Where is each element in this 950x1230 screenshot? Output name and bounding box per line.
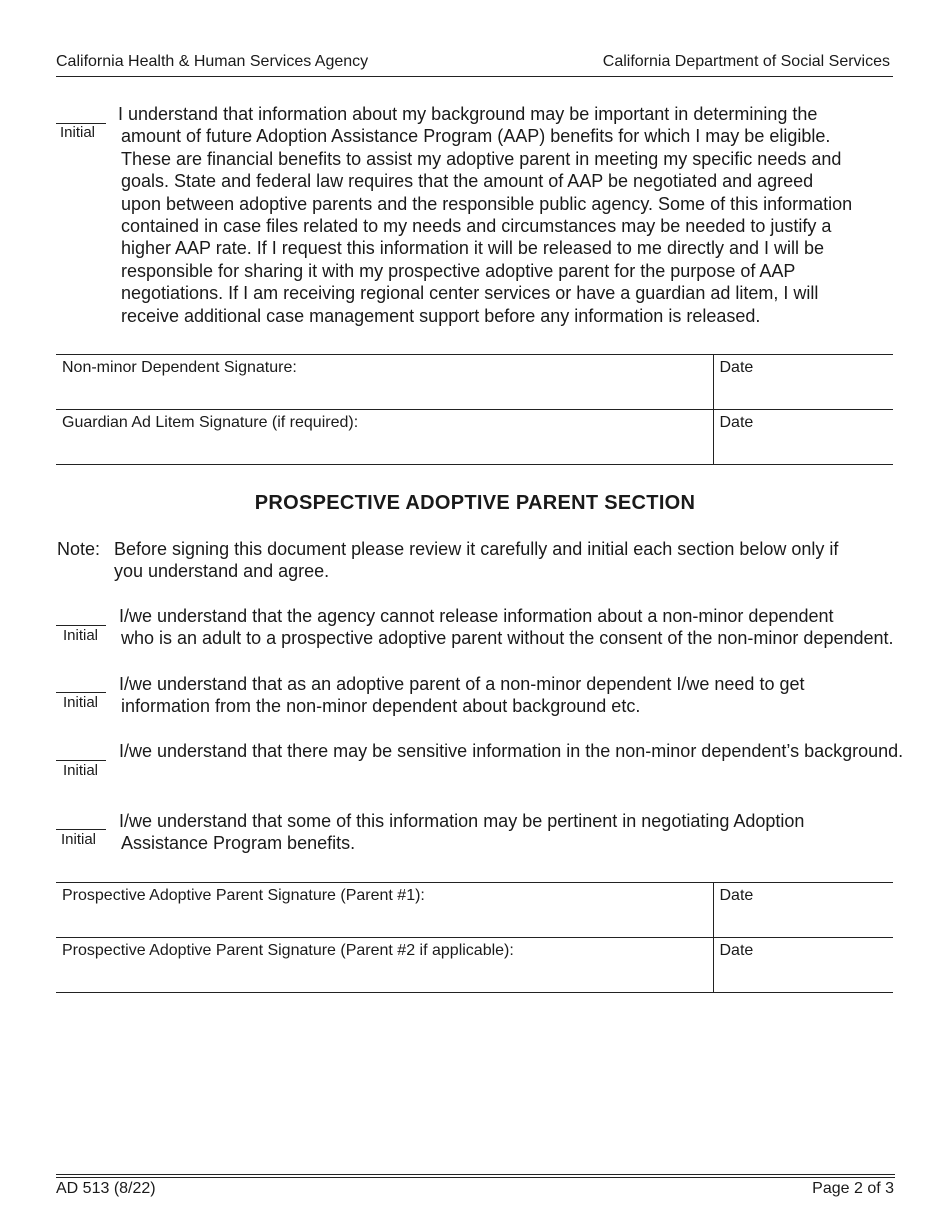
signature-row bbox=[56, 938, 893, 993]
paragraph-line: negotiations. If I am receiving regional center services or have a guardian ad litem, I will bbox=[121, 283, 819, 304]
note-line: Before signing this document please review it carefully and initial each section below only if bbox=[114, 539, 839, 559]
paragraph-line: receive additional case management support before any information is released. bbox=[121, 305, 761, 326]
acknowledgement-item bbox=[119, 605, 894, 650]
aap-paragraph bbox=[118, 103, 852, 327]
paragraph-line: higher AAP rate. If I request this information it will be released to me directly and I will be bbox=[121, 238, 825, 259]
section-title: PROSPECTIVE ADOPTIVE PARENT SECTION bbox=[254, 492, 696, 514]
note-line: you understand and agree. bbox=[114, 561, 330, 582]
paragraph-line: I understand that information about my background may be important in determining the bbox=[118, 104, 818, 124]
initial-blank-sensitive[interactable] bbox=[56, 760, 106, 761]
item-line: information from the non-minor dependent about background etc. bbox=[121, 696, 641, 717]
parent2-signature-field[interactable]: Prospective Adoptive Parent Signature (Parent #2 if applicable): bbox=[56, 938, 713, 993]
agency-name: California Health & Human Services Agency bbox=[56, 53, 369, 70]
initial-blank-background[interactable] bbox=[56, 692, 106, 693]
item-line: who is an adult to a prospective adoptive parent without the consent of the non-minor dependent. bbox=[121, 628, 894, 649]
footer-divider bbox=[56, 1174, 895, 1175]
parent2-date-field[interactable]: Date bbox=[713, 938, 893, 993]
initial-blank-aap-benefits[interactable] bbox=[56, 829, 106, 830]
paragraph-line: responsible for sharing it with my prospective adoptive parent for the purpose of AAP bbox=[121, 260, 796, 281]
item-line: I/we understand that there may be sensitive information in the non-minor dependent’s background. bbox=[119, 741, 904, 761]
guardian-signature-field[interactable]: Guardian Ad Litem Signature (if required): bbox=[56, 410, 713, 465]
footer-divider bbox=[56, 1177, 895, 1178]
acknowledgement-item bbox=[119, 673, 804, 718]
item-line: Assistance Program benefits. bbox=[121, 833, 356, 854]
signature-row bbox=[56, 883, 893, 938]
initial-label: Initial bbox=[63, 762, 99, 779]
note-label: Note: bbox=[57, 539, 101, 559]
form-id: AD 513 (8/22) bbox=[56, 1180, 156, 1197]
item-line: I/we understand that some of this information may be pertinent in negotiating Adoption bbox=[119, 811, 805, 831]
department-name: California Department of Social Services bbox=[602, 53, 890, 70]
item-line: I/we understand that as an adoptive parent of a non-minor dependent I/we need to get bbox=[119, 674, 805, 694]
paragraph-line: contained in case files related to my needs and circumstances may be needed to justify a bbox=[121, 216, 832, 237]
initial-blank-consent[interactable] bbox=[56, 625, 106, 626]
initial-label: Initial bbox=[61, 831, 97, 848]
acknowledgement-item bbox=[119, 740, 903, 762]
nmd-signature-table bbox=[56, 354, 893, 465]
parent1-date-field[interactable]: Date bbox=[713, 883, 893, 938]
paragraph-line: amount of future Adoption Assistance Program (AAP) benefits for which I may be eligible. bbox=[121, 126, 831, 147]
parent1-signature-field[interactable]: Prospective Adoptive Parent Signature (Parent #1): bbox=[56, 883, 713, 938]
item-line: I/we understand that the agency cannot release information about a non-minor dependent bbox=[119, 606, 834, 626]
pap-signature-table bbox=[56, 882, 893, 993]
header-divider bbox=[56, 76, 893, 77]
paragraph-line: These are financial benefits to assist my adoptive parent in meeting my specific needs and bbox=[121, 148, 842, 169]
initial-label: Initial bbox=[63, 694, 99, 711]
nmd-signature-field[interactable]: Non-minor Dependent Signature: bbox=[56, 355, 713, 410]
nmd-date-field[interactable]: Date bbox=[713, 355, 893, 410]
paragraph-line: upon between adoptive parents and the responsible public agency. Some of this information bbox=[121, 193, 853, 214]
signature-row bbox=[56, 355, 893, 410]
signature-row bbox=[56, 410, 893, 465]
paragraph-line: goals. State and federal law requires that the amount of AAP be negotiated and agreed bbox=[121, 171, 814, 192]
initial-label: Initial bbox=[60, 124, 96, 141]
initial-label: Initial bbox=[63, 627, 99, 644]
page-number: Page 2 of 3 bbox=[812, 1180, 894, 1197]
acknowledgement-item bbox=[119, 810, 804, 855]
note-text bbox=[114, 538, 838, 583]
guardian-date-field[interactable]: Date bbox=[713, 410, 893, 465]
